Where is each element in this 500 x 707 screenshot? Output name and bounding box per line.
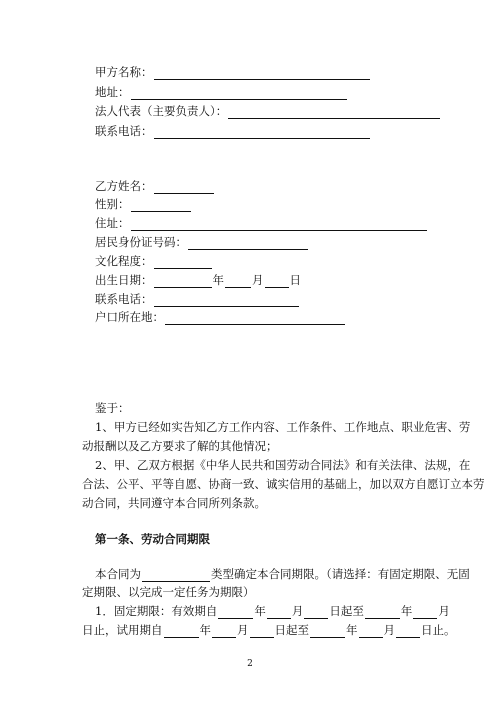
birth-day-unit: 日 (289, 273, 301, 287)
start-year-unit: 年 (254, 604, 266, 618)
party-b-gender-label: 性别： (95, 197, 130, 211)
preamble-p1-line2: 动报酬以及乙方要求了解的其他情况； (82, 439, 278, 453)
party-a-address-row (95, 84, 348, 100)
probation-end-month-unit: 月 (383, 623, 395, 637)
party-b-name-label: 乙方姓名： (95, 179, 153, 193)
birth-year-blank[interactable] (154, 275, 212, 288)
party-b-phone-blank[interactable] (154, 294, 299, 307)
party-b-gender-row (95, 196, 192, 212)
probation-end-day-blank[interactable] (396, 625, 420, 638)
party-b-address-row (95, 215, 428, 231)
party-b-name-row (95, 178, 215, 194)
party-b-birth-label: 出生日期： (95, 273, 153, 287)
probation-end-year-blank[interactable] (310, 625, 345, 638)
birth-year-unit: 年 (212, 273, 224, 287)
party-a-rep-row (95, 103, 441, 119)
party-b-education-blank[interactable] (154, 256, 212, 269)
article1-heading: 第一条、劳动合同期限 (95, 532, 210, 546)
preamble-title: 鉴于： (95, 401, 130, 415)
party-a-address-label: 地址： (95, 85, 130, 99)
contract-type-blank[interactable] (142, 569, 210, 582)
start-month-unit: 月 (291, 604, 304, 618)
article1-line4 (82, 622, 456, 638)
end-year-blank[interactable] (365, 606, 400, 619)
party-b-id-blank[interactable] (188, 237, 308, 250)
article1-line1 (95, 566, 470, 582)
party-a-rep-blank[interactable] (228, 106, 440, 119)
party-b-name-blank[interactable] (154, 181, 214, 194)
probation-start-day-blank[interactable] (250, 625, 274, 638)
end-year-unit: 年 (400, 604, 413, 618)
preamble-p2-line3: 动合同，共同遵守本合同所列条款。 (82, 496, 266, 510)
article1-l1-post: 类型确定本合同期限。（请选择：有固定期限、无固 (211, 567, 470, 581)
preamble-p2-line2: 合法、公平、平等自愿、协商一致、诚实信用的基础上，加以双方自愿订立本劳 (82, 477, 485, 491)
end-month-unit: 月 (438, 604, 450, 618)
start-year-blank[interactable] (218, 606, 253, 619)
party-a-phone-blank[interactable] (154, 126, 370, 139)
party-b-id-row (95, 234, 309, 250)
start-month-blank[interactable] (267, 606, 291, 619)
probation-end-year-unit: 年 (346, 623, 358, 637)
party-a-address-blank[interactable] (131, 87, 347, 100)
start-day-unit: 日起至 (329, 604, 364, 618)
party-b-address-blank[interactable] (131, 218, 427, 231)
article1-line2: 定期限、以完成一定任务为期限） (82, 585, 255, 599)
article1-line3 (95, 603, 450, 619)
probation-end-month-blank[interactable] (359, 625, 383, 638)
party-b-education-label: 文化程度： (95, 254, 153, 268)
party-a-rep-label: 法人代表（主要负责人）： (95, 104, 228, 118)
party-a-phone-label: 联系电话： (95, 124, 153, 138)
probation-end-day-unit: 日止。 (421, 623, 456, 637)
party-b-phone-label: 联系电话： (95, 292, 153, 306)
fixed-term-label: 1．固定期限：有效期自 (95, 604, 218, 618)
birth-month-unit: 月 (252, 273, 264, 287)
party-b-hukou-blank[interactable] (165, 312, 345, 325)
party-b-id-label: 居民身份证号码： (95, 235, 187, 249)
party-a-name-label: 甲方名称： (95, 65, 153, 79)
probation-start-year-blank[interactable] (164, 625, 199, 638)
party-b-hukou-label: 户口所在地： (95, 310, 164, 324)
article1-l1-pre: 本合同为 (95, 567, 141, 581)
party-b-birth-row (95, 272, 301, 288)
probation-label: 日止，试用期自 (82, 623, 163, 637)
party-b-phone-row (95, 291, 300, 307)
preamble-p2-line1: 2、甲、乙双方根据《中华人民共和国劳动合同法》和有关法律、法规，在 (95, 458, 471, 472)
party-a-phone-row (95, 123, 371, 139)
start-day-blank[interactable] (304, 606, 328, 619)
probation-start-day-unit: 日起至 (274, 623, 309, 637)
birth-month-blank[interactable] (225, 275, 251, 288)
probation-start-month-unit: 月 (237, 623, 249, 637)
probation-start-year-unit: 年 (199, 623, 211, 637)
preamble-p1-line1: 1、甲方已经如实告知乙方工作内容、工作条件、工作地点、职业危害、劳 (95, 420, 471, 434)
party-b-address-label: 住址： (95, 216, 130, 230)
party-b-hukou-row (95, 309, 346, 325)
birth-day-blank[interactable] (265, 275, 289, 288)
party-a-name-blank[interactable] (154, 67, 370, 80)
page-number: 2 (247, 659, 253, 669)
party-b-education-row (95, 253, 213, 269)
party-b-gender-blank[interactable] (131, 199, 191, 212)
end-month-blank[interactable] (413, 606, 437, 619)
party-a-name-row (95, 64, 371, 80)
probation-start-month-blank[interactable] (212, 625, 236, 638)
